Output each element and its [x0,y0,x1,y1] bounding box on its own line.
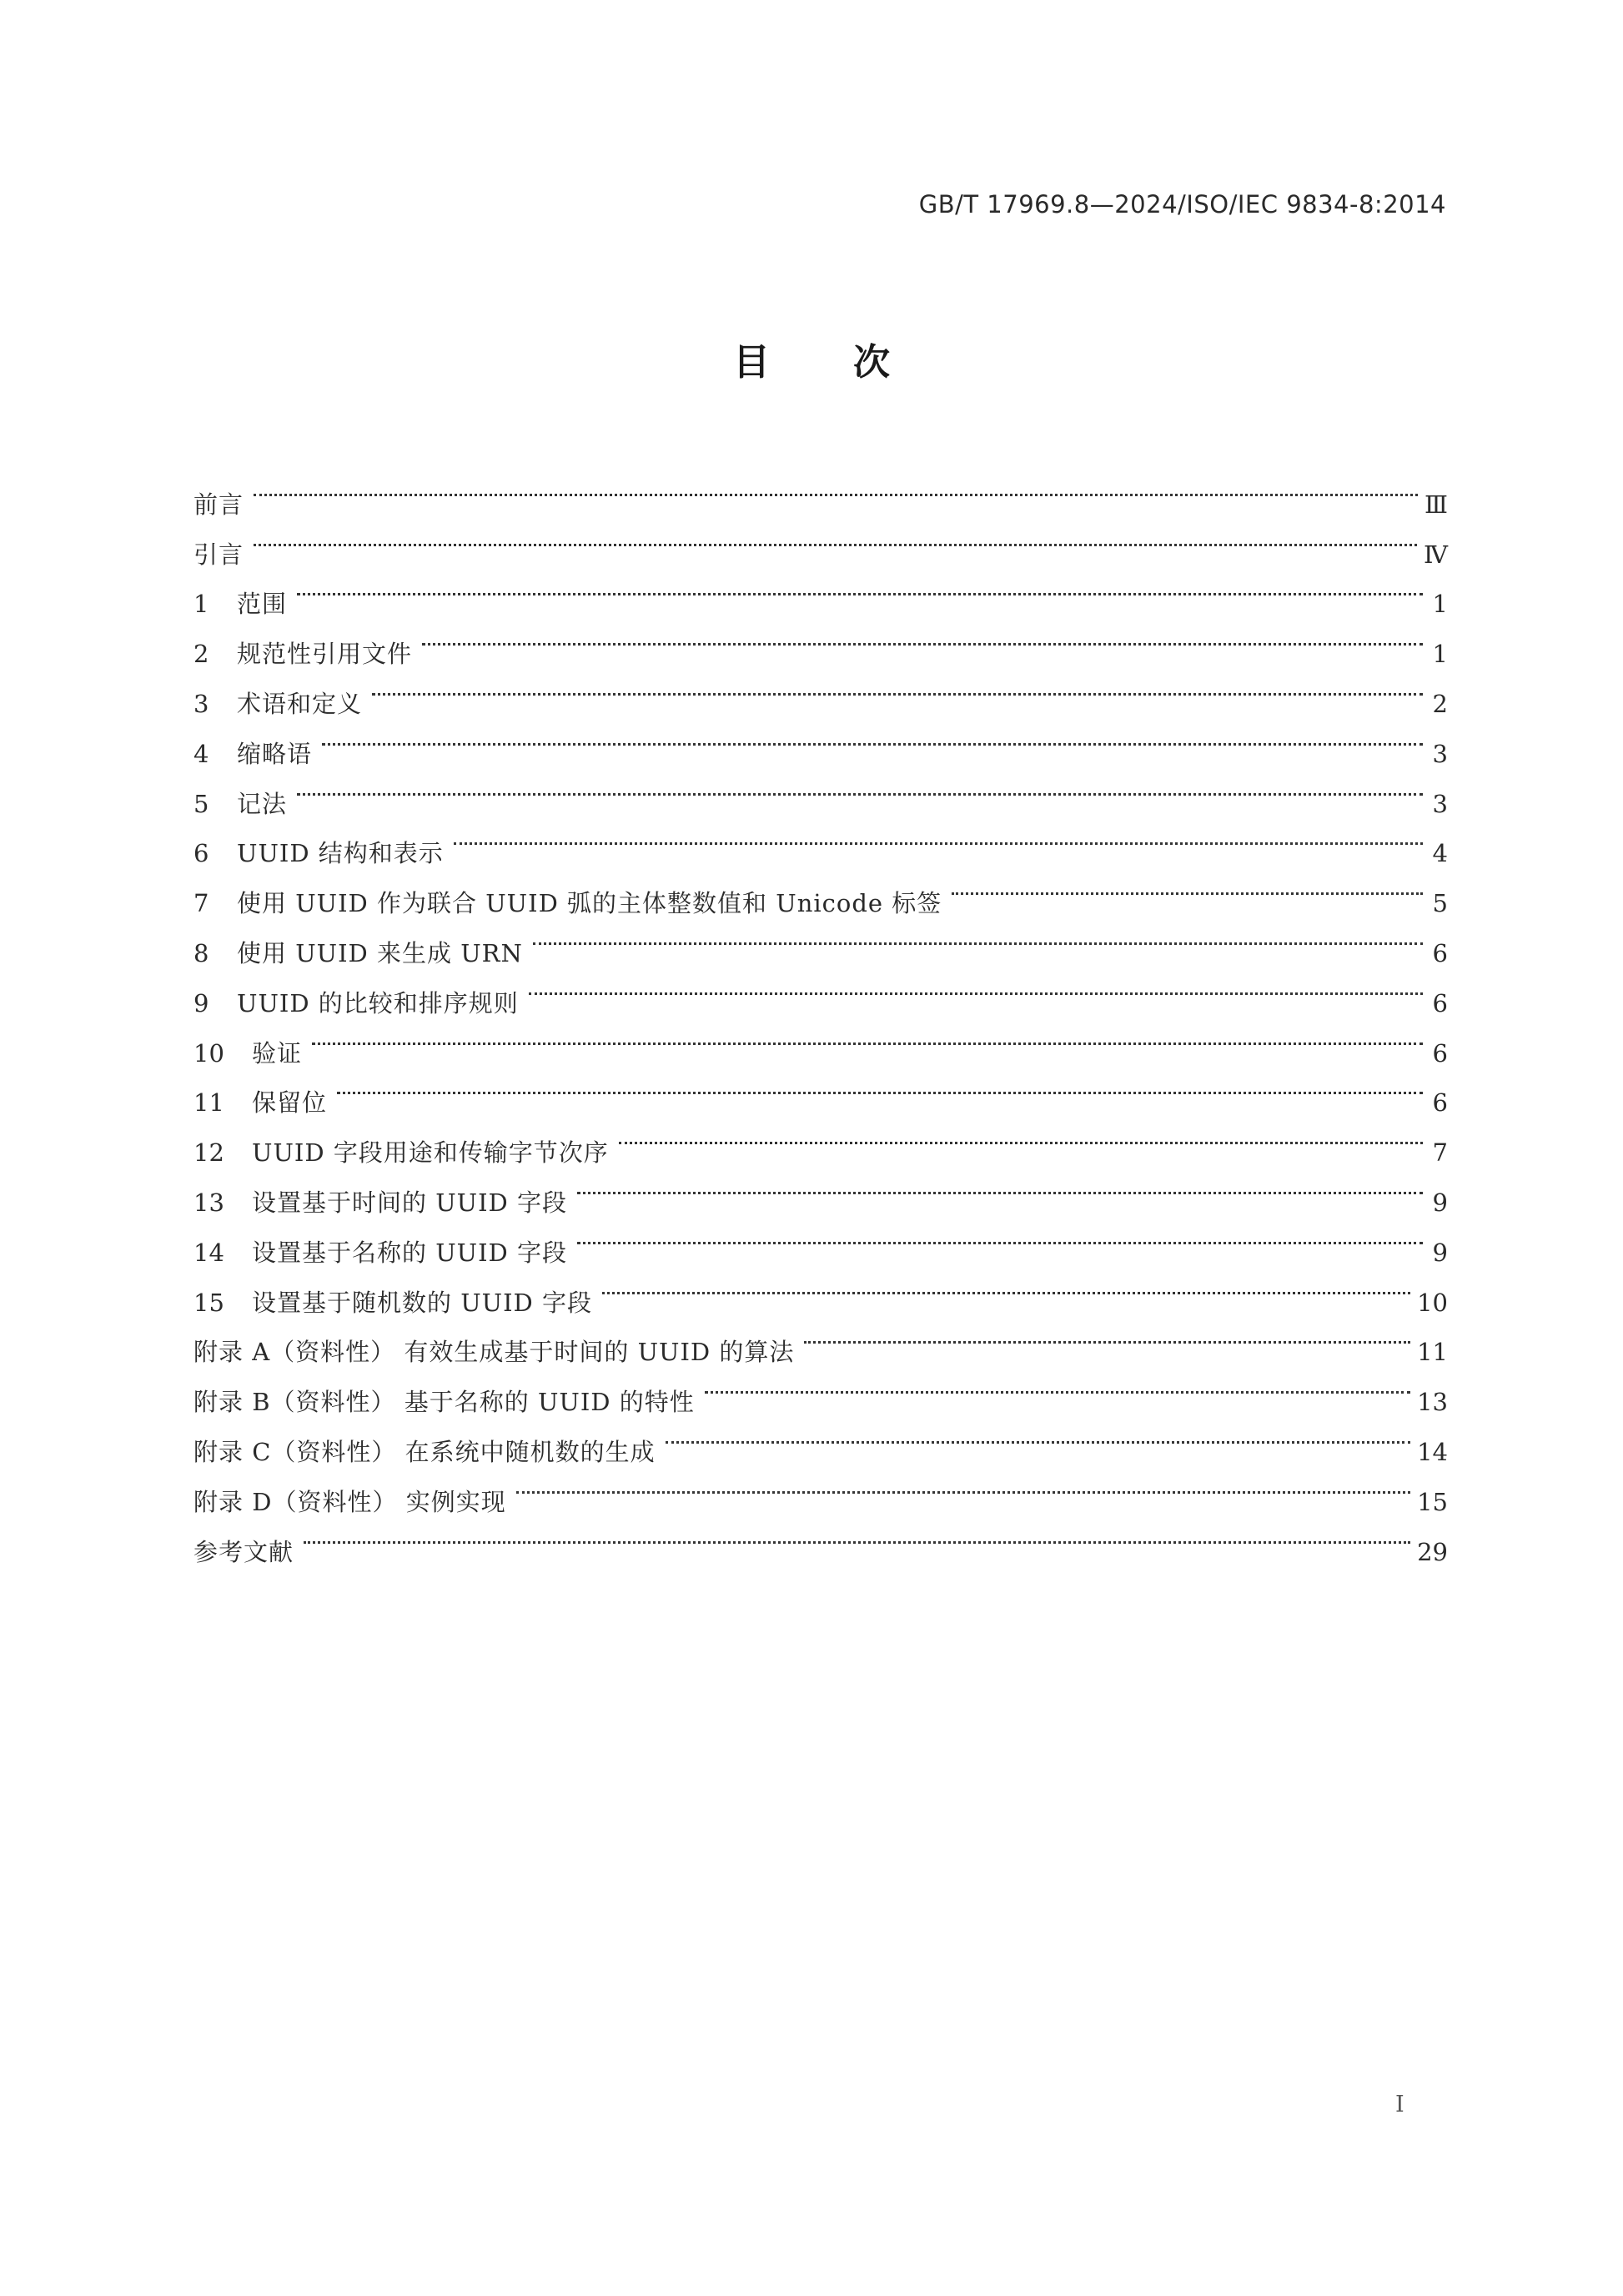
toc-entry-number: 5 [193,789,209,818]
toc-leader-dots [529,962,1423,1012]
toc-entry-page: 3 [1432,789,1448,818]
toc-entry-page: 5 [1432,889,1448,918]
toc-entry-label: 设置基于时间的 UUID 字段 [252,1188,568,1217]
toc-leader-dots [454,812,1423,862]
toc-leader-dots [577,1211,1423,1261]
toc-entry-label: 术语和定义 [237,689,363,718]
toc-entry-page: 3 [1432,739,1448,768]
toc-entry-page: 15 [1417,1487,1448,1516]
toc-leader-dots [602,1261,1410,1311]
toc-entry-page: 9 [1432,1238,1448,1267]
toc-entry[interactable] [193,712,1448,768]
toc-entry-label: 附录 D（资料性） 实例实现 [193,1487,506,1516]
toc-entry-page: 6 [1432,938,1448,967]
toc-entry-label: 使用 UUID 来生成 URN [237,938,523,967]
toc-leader-dots [312,1012,1423,1062]
toc-entry-label: 使用 UUID 作为联合 UUID 弧的主体整数值和 Unicode 标签 [237,889,942,918]
toc-entry-number: 4 [193,739,209,768]
toc-entry-label: 记法 [237,789,288,818]
toc-entry-page: 13 [1417,1388,1448,1417]
toc-entry-number: 12 [193,1138,224,1168]
toc-entry-number: 7 [193,889,209,918]
toc-entry-number: 11 [193,1088,224,1118]
toc-entry-number: 9 [193,988,209,1017]
toc-leader-dots [804,1311,1410,1361]
toc-entry-label: 规范性引用文件 [237,640,413,669]
toc-entry[interactable] [193,1012,1448,1068]
toc-leader-dots [666,1410,1410,1460]
toc-leader-dots [337,1062,1423,1112]
toc-entry-number: 15 [193,1288,224,1317]
toc-leader-dots [254,463,1418,513]
toc-entry-page: 7 [1432,1138,1448,1168]
toc-entry-number: 2 [193,640,209,669]
toc-entry[interactable] [193,463,1448,519]
toc-entry-page: 10 [1417,1288,1448,1317]
toc-entry-label: 参考文献 [193,1537,294,1566]
toc-entry-number: 14 [193,1238,224,1267]
toc-leader-dots [304,1510,1410,1560]
toc-leader-dots [254,513,1417,563]
toc-entry-label: UUID 的比较和排序规则 [237,988,519,1017]
toc-entry[interactable] [193,762,1448,818]
toc-entry[interactable] [193,1062,1448,1118]
toc-entry-number: 1 [193,590,209,619]
toc-entry-number: 13 [193,1188,224,1217]
toc-entry-page: 14 [1417,1437,1448,1466]
page-number: I [1395,2092,1404,2118]
toc-entry[interactable] [193,513,1448,569]
toc-entry[interactable] [193,662,1448,718]
toc-entry-page: 6 [1432,988,1448,1017]
toc-leader-dots [533,912,1423,962]
toc-entry-page: 1 [1432,640,1448,669]
toc-entry-page: 1 [1432,590,1448,619]
toc-entry-page: 4 [1432,839,1448,868]
toc-entry-label: 附录 A（资料性） 有效生成基于时间的 UUID 的算法 [193,1338,795,1367]
toc-entry-label: 设置基于名称的 UUID 字段 [252,1238,568,1267]
toc-leader-dots [577,1161,1423,1211]
toc-leader-dots [516,1460,1410,1510]
toc-entry-label: 设置基于随机数的 UUID 字段 [252,1288,593,1317]
toc-entry[interactable] [193,812,1448,868]
toc-entry-label: 缩略语 [237,739,313,768]
toc-entry-number: 8 [193,938,209,967]
toc-leader-dots [705,1360,1410,1410]
toc-entry-page: 11 [1417,1338,1448,1367]
toc-entry-label: 附录 B（资料性） 基于名称的 UUID 的特性 [193,1388,695,1417]
toc-entry-page: Ⅲ [1425,490,1448,519]
toc-entry-page: Ⅳ [1424,540,1448,569]
toc-entry-label: 前言 [193,490,244,519]
toc-entry-number: 10 [193,1038,224,1068]
toc-leader-dots [297,762,1423,812]
toc-entry[interactable] [193,612,1448,669]
toc-entry-label: 范围 [237,590,288,619]
toc-entry-label: 附录 C（资料性） 在系统中随机数的生成 [193,1437,656,1466]
toc-entry-label: UUID 字段用途和传输字节次序 [252,1138,609,1168]
toc-entry-number: 3 [193,689,209,718]
toc-leader-dots [372,662,1423,712]
toc-leader-dots [297,563,1423,613]
toc-entry-label: 验证 [252,1038,303,1068]
toc-entry-label: 保留位 [252,1088,328,1118]
toc-entry-number: 6 [193,839,209,868]
toc-leader-dots [952,862,1423,912]
toc-entry-page: 6 [1432,1038,1448,1068]
toc-entry-page: 2 [1432,689,1448,718]
toc-entry-page: 6 [1432,1088,1448,1118]
toc-entry[interactable] [193,563,1448,619]
toc-leader-dots [422,612,1423,662]
toc-entry-page: 29 [1417,1537,1448,1566]
toc-entry[interactable] [193,1111,1448,1168]
toc-title: 目次 [733,341,973,384]
toc-entry-label: UUID 结构和表示 [237,839,444,868]
toc-leader-dots [322,712,1423,762]
toc-entry-page: 9 [1432,1188,1448,1217]
toc-entry-label: 引言 [193,540,244,569]
table-of-contents [193,463,1448,1566]
document-code-header: GB/T 17969.8—2024/ISO/IEC 9834-8:2014 [918,190,1446,219]
toc-entry[interactable] [193,1510,1448,1566]
toc-leader-dots [619,1111,1423,1161]
